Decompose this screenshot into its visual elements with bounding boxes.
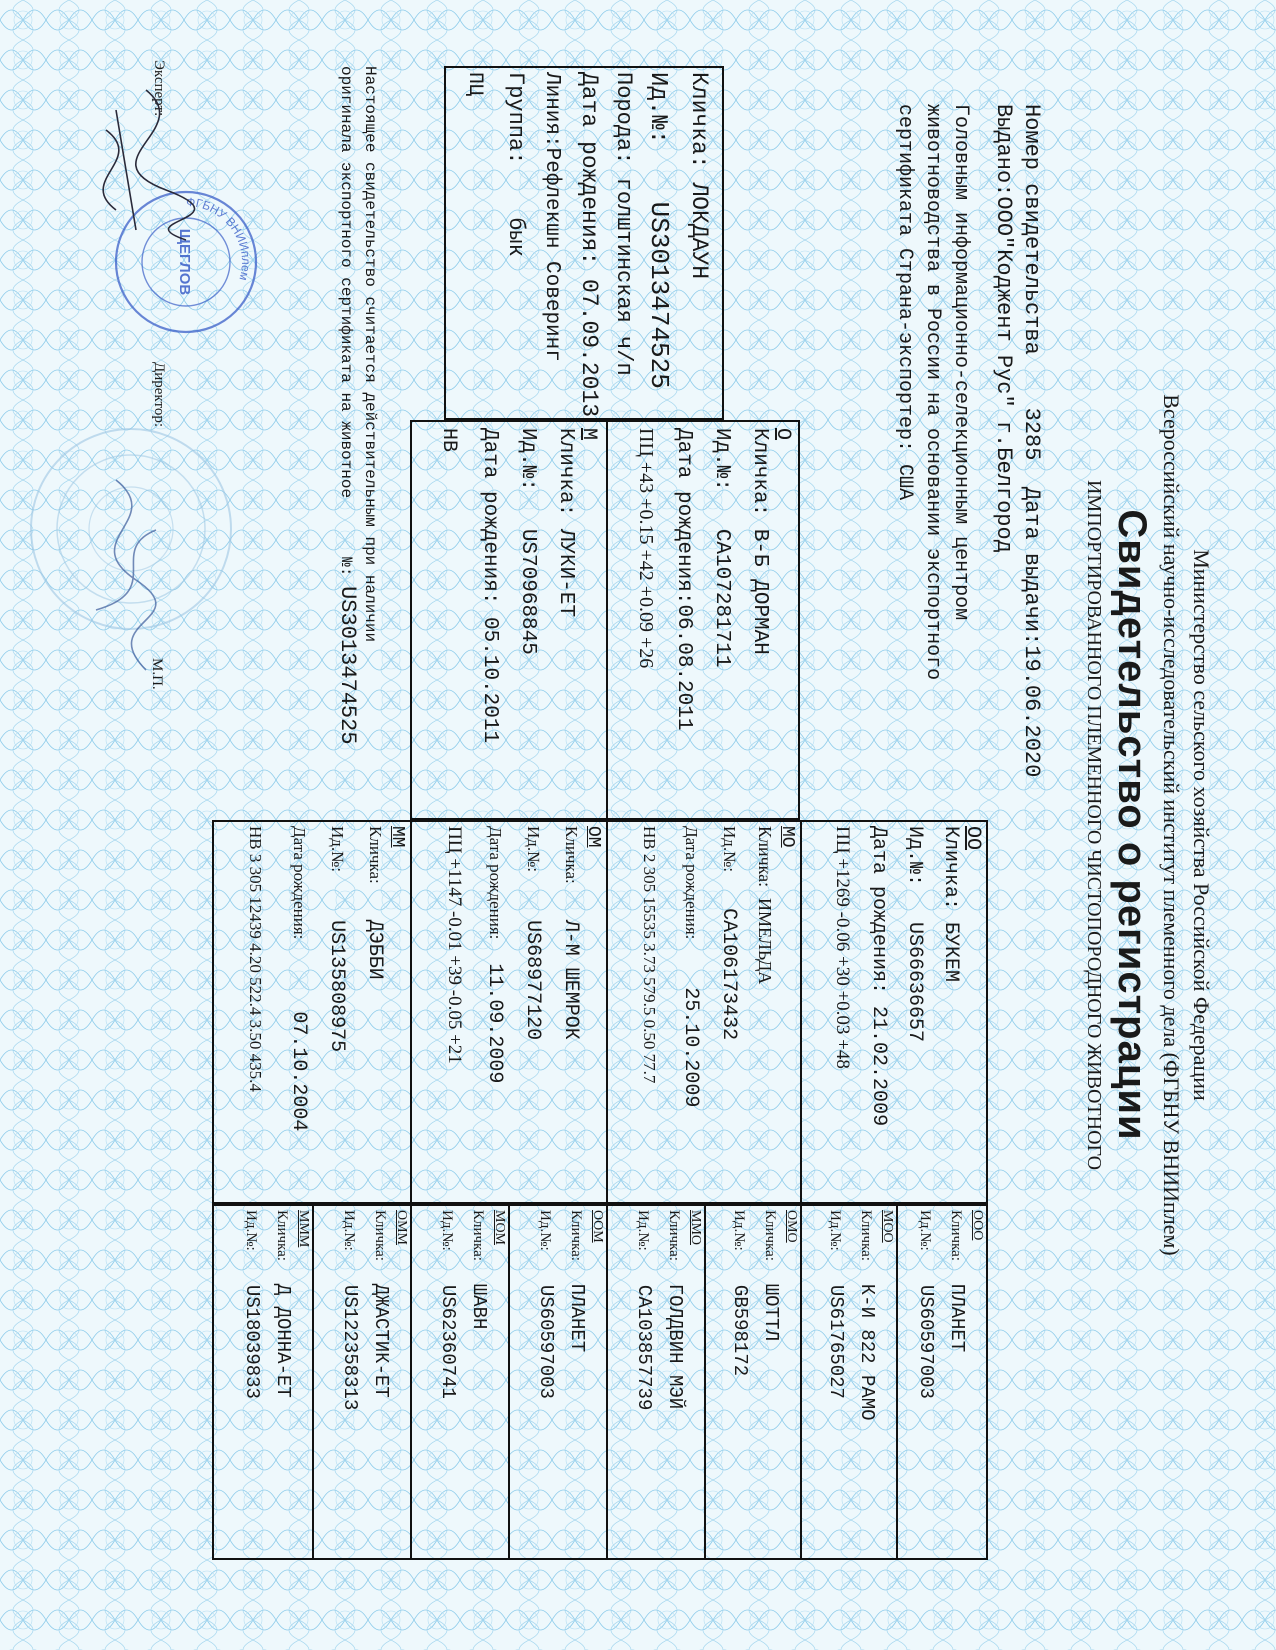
om-id-label: Ид.№: bbox=[524, 826, 543, 873]
ggp-code: ОММ bbox=[394, 1210, 409, 1246]
om-dob-row bbox=[484, 826, 504, 1083]
ggp-name-label: Кличка: bbox=[274, 1210, 290, 1261]
mo-dob: 25.10.2009 bbox=[679, 987, 702, 1108]
ggp-id-label: Ид.№: bbox=[341, 1210, 357, 1251]
ggp-code: МММ bbox=[296, 1210, 311, 1248]
ggp-div-6 bbox=[410, 1204, 412, 1560]
dam-id-label: Ид.№: bbox=[516, 428, 539, 492]
dam-name: ЛУКИ-ЕТ bbox=[554, 528, 577, 618]
animal-dob-row bbox=[577, 72, 600, 417]
mo-id-label: Ид.№: bbox=[720, 826, 739, 873]
dam-code: М bbox=[577, 428, 600, 441]
ggp-name-label: Кличка: bbox=[372, 1210, 388, 1261]
ggp-div-7 bbox=[312, 1204, 314, 1560]
animal-line-label: Линия: bbox=[540, 72, 563, 148]
ggp-id: GB598172 bbox=[729, 1284, 751, 1377]
om-id: US68977120 bbox=[521, 920, 544, 1041]
sire-dob-label: Дата рождения: bbox=[672, 428, 695, 605]
om-dob-label: Дата рождения: bbox=[486, 826, 505, 940]
ggp-name-label: Кличка: bbox=[666, 1210, 682, 1261]
validity-text: оригинала экспортного сертификата на животное bbox=[337, 66, 355, 499]
ggp-id-label: Ид.№: bbox=[635, 1210, 651, 1251]
mm-dob-row bbox=[288, 826, 308, 1131]
ggp-name-label: Кличка: bbox=[948, 1210, 964, 1261]
ggp-code: ООМ bbox=[590, 1210, 605, 1243]
page-title: Свидетельство о регистрации bbox=[1110, 509, 1154, 1141]
ggp-name: ШАВН bbox=[468, 1283, 490, 1330]
ggp-id: US60597003 bbox=[915, 1284, 937, 1399]
ggp-id: US60597003 bbox=[535, 1284, 557, 1399]
dam-id-row bbox=[517, 428, 538, 655]
mm-id: US135808975 bbox=[325, 920, 348, 1053]
ggp-id: US18039833 bbox=[241, 1284, 263, 1399]
sire-pc: ПЦ +43 +0.15 +42 +0.09 +26 bbox=[635, 428, 657, 669]
mm-hb: НВ 3 305 12439 4.20 522.4 3.50 435.4 bbox=[246, 826, 265, 1092]
animal-name-row bbox=[687, 72, 710, 279]
cert-date: 19.06.2020 bbox=[1019, 645, 1044, 778]
oo-pc: ПЦ +1269 -0.06 +30 +0.03 +48 bbox=[832, 826, 853, 1069]
animal-dob: 07.09.2013 bbox=[576, 279, 602, 418]
mm-id-row bbox=[326, 826, 346, 1052]
animal-pc-label: ПЦ bbox=[463, 72, 486, 97]
sire-name-row bbox=[749, 428, 770, 655]
ggp-cell bbox=[242, 1210, 310, 1399]
basis-line-3: сертификата Страна-экспортер: США bbox=[893, 104, 916, 501]
animal-breed-label: Порода: bbox=[611, 72, 636, 165]
ggp-name: ДЖАСТИК-ЕТ bbox=[370, 1283, 392, 1398]
institute-line: Всероссийский научно-исследовательский институт племенного дела (ФГБНУ ВНИИплем) bbox=[1159, 394, 1184, 1256]
ggp-cell bbox=[634, 1210, 702, 1410]
ggp-cell bbox=[730, 1210, 798, 1376]
stamp-left-ring-text: ФГБНУ ВНИИплем bbox=[185, 194, 254, 283]
ggp-cell bbox=[536, 1210, 604, 1399]
ggp-id: CA103857739 bbox=[633, 1284, 655, 1411]
animal-id-label: Ид.№: bbox=[644, 72, 671, 145]
sire-dob: 06.08.2011 bbox=[672, 604, 695, 731]
dam-hb-label: НВ bbox=[437, 428, 460, 453]
ggp-cell bbox=[916, 1210, 984, 1399]
mm-name: ДЭББИ bbox=[363, 919, 386, 980]
gp-divider-3 bbox=[410, 820, 412, 1204]
oo-dob-label: Дата рождения: bbox=[867, 826, 890, 995]
mo-dob-label: Дата рождения: bbox=[682, 826, 701, 940]
ggp-name: К-И 822 РАМО bbox=[856, 1283, 878, 1421]
basis-line-2: животноводства в России на основании экспортного bbox=[921, 104, 944, 681]
mm-name-row bbox=[364, 826, 384, 980]
ggp-id: US122358313 bbox=[339, 1284, 361, 1411]
cert-date-label: Дата выдачи: bbox=[1019, 486, 1044, 646]
gp-divider-2 bbox=[606, 820, 608, 1204]
gp-divider-1 bbox=[800, 820, 802, 1204]
ggp-div-5 bbox=[508, 1204, 510, 1560]
ggp-code: ООО bbox=[970, 1210, 985, 1241]
oo-id: US66636657 bbox=[903, 922, 926, 1043]
ggp-id-label: Ид.№: bbox=[537, 1210, 553, 1251]
oo-id-row bbox=[904, 826, 924, 1042]
ggp-cell bbox=[438, 1210, 506, 1399]
ggp-code: ОМО bbox=[784, 1210, 799, 1243]
ggp-id-label: Ид.№: bbox=[439, 1210, 455, 1251]
dam-dob-label: Дата рождения: bbox=[478, 428, 501, 605]
expert-signature bbox=[66, 70, 206, 250]
dam-name-label: Кличка: bbox=[554, 428, 577, 517]
animal-line: Рефлекшн Соверинг bbox=[540, 147, 563, 362]
mo-id: CA106173432 bbox=[717, 908, 740, 1041]
ggp-name: ПЛАНЕТ bbox=[566, 1283, 588, 1353]
dam-dob-row bbox=[479, 428, 500, 743]
ggp-cell bbox=[826, 1210, 894, 1421]
ggp-name: ШОТТЛ bbox=[760, 1283, 782, 1341]
om-name: Л-М ШЕМРОК bbox=[559, 919, 582, 1040]
ggp-id: US61765027 bbox=[825, 1284, 847, 1399]
mp-label: М.П. bbox=[149, 658, 165, 690]
animal-group: бык bbox=[503, 217, 528, 257]
cert-number: 3285 bbox=[1019, 407, 1044, 461]
validity-line-1: Настоящее свидетельство считается действительным при наличии bbox=[361, 66, 379, 643]
sire-name-label: Кличка: bbox=[748, 428, 771, 517]
ggp-id-label: Ид.№: bbox=[917, 1210, 933, 1251]
animal-line-row bbox=[541, 72, 562, 362]
ggp-code: МОО bbox=[880, 1210, 895, 1243]
sire-id: CA107281711 bbox=[710, 528, 733, 668]
om-code: ОМ bbox=[583, 826, 603, 848]
mm-dob: 07.10.2004 bbox=[287, 1011, 310, 1132]
animal-id-row bbox=[645, 72, 672, 389]
ggp-id: US62360741 bbox=[437, 1284, 459, 1399]
ggp-id-label: Ид.№: bbox=[827, 1210, 843, 1251]
animal-group-label: Группа: bbox=[503, 72, 528, 165]
animal-id: US3013474525 bbox=[644, 201, 674, 389]
ggp-id-label: Ид.№: bbox=[731, 1210, 747, 1251]
ggp-code: ММО bbox=[688, 1210, 703, 1246]
ggp-code: МОМ bbox=[492, 1210, 507, 1246]
dam-dob: 05.10.2011 bbox=[478, 617, 501, 744]
mo-name-label: Кличка: bbox=[755, 826, 775, 888]
ggp-div-2 bbox=[800, 1204, 802, 1560]
oo-dob-row bbox=[868, 826, 888, 1126]
ggp-name-label: Кличка: bbox=[858, 1210, 874, 1261]
mm-dob-label: Дата рождения: bbox=[290, 826, 309, 940]
parents-box bbox=[410, 420, 800, 820]
om-pc: ПЦ +1147 -0.01 +39 -0.05 +21 bbox=[444, 826, 465, 1064]
mm-code: ММ bbox=[387, 826, 407, 848]
oo-name-label: Кличка: bbox=[939, 826, 962, 911]
cert-number-row bbox=[1020, 104, 1042, 777]
sire-id-row bbox=[711, 428, 732, 667]
ggp-div-1 bbox=[896, 1204, 898, 1560]
ggp-name-label: Кличка: bbox=[762, 1210, 778, 1261]
oo-dob: 21.02.2009 bbox=[867, 1006, 890, 1127]
mo-name-row bbox=[754, 826, 774, 984]
oo-id-label: Ид.№: bbox=[903, 826, 926, 887]
animal-breed-row bbox=[612, 72, 634, 376]
basis-line-1: Головным информационно-селекционным центром bbox=[949, 104, 972, 621]
animal-name: ЛОКДАУН bbox=[686, 182, 712, 280]
ggp-id-label: Ид.№: bbox=[243, 1210, 259, 1251]
ggp-name: Д ДОННА-ЕТ bbox=[272, 1283, 294, 1398]
stamp-left-center: ЩЕГЛОВ bbox=[176, 228, 193, 296]
animal-group-row bbox=[504, 72, 526, 257]
oo-code: ОО bbox=[961, 826, 984, 851]
sire-dob-row bbox=[673, 428, 694, 730]
issued-row bbox=[992, 104, 1014, 553]
mo-name: ИМЕЛЬДА bbox=[755, 897, 775, 985]
issued-value: ООО"Коджент Рус" г.Белгород bbox=[991, 196, 1016, 553]
director-label: Директор: bbox=[151, 362, 167, 428]
ggp-name-label: Кличка: bbox=[470, 1210, 486, 1261]
cert-number-label: Номер свидетельства bbox=[1019, 104, 1044, 355]
sire-name: В-Б ДОРМАН bbox=[748, 528, 771, 655]
ggp-name: ПЛАНЕТ bbox=[946, 1283, 968, 1353]
om-dob: 11.09.2009 bbox=[483, 963, 506, 1084]
mm-id-label: Ид.№: bbox=[328, 826, 347, 873]
ggp-name-label: Кличка: bbox=[568, 1210, 584, 1261]
mm-name-label: Кличка: bbox=[366, 826, 385, 884]
animal-name-label: Кличка: bbox=[686, 72, 712, 169]
mo-dob-row bbox=[680, 826, 700, 1107]
footer-number: US3013474525 bbox=[335, 586, 360, 745]
mo-id-row bbox=[718, 826, 738, 1040]
director-signature bbox=[56, 470, 186, 690]
sire-id-label: Ид.№: bbox=[710, 428, 733, 492]
expert-label: Эксперт: bbox=[151, 60, 167, 117]
oo-name-row bbox=[940, 826, 960, 982]
ministry-line: Министерство сельского хозяйства Российской Федерации bbox=[1189, 549, 1214, 1101]
mo-code: МО bbox=[777, 826, 797, 848]
ggp-div-3 bbox=[704, 1204, 706, 1560]
footer-number-label: №: bbox=[337, 557, 355, 577]
ggp-div-4 bbox=[606, 1204, 608, 1560]
mo-hb: НВ 2 305 15535 3.73 579.5 0.50 77.7 bbox=[640, 826, 659, 1084]
om-id-row bbox=[522, 826, 542, 1040]
dam-name-row bbox=[555, 428, 576, 617]
ggp-cell bbox=[340, 1210, 408, 1410]
dam-id: US70968845 bbox=[516, 528, 539, 655]
animal-dob-label: Дата рождения: bbox=[576, 72, 602, 266]
om-name-row bbox=[560, 826, 580, 1040]
sire-code: О bbox=[771, 428, 794, 441]
om-name-label: Кличка: bbox=[562, 826, 581, 884]
issued-label: Выдано: bbox=[991, 104, 1016, 197]
ggp-name: ГОЛДВИН МЭЙ bbox=[664, 1283, 686, 1410]
oo-name: БУКЕМ bbox=[939, 922, 962, 983]
animal-breed: голштинская ч/п bbox=[611, 177, 636, 376]
page-subtitle: ИМПОРТИРОВАННОГО ПЛЕМЕННОГО ЧИСТОПОРОДНОГО ЖИВОТНОГО bbox=[1083, 479, 1105, 1171]
validity-line-2 bbox=[336, 66, 358, 745]
parents-divider bbox=[606, 420, 608, 820]
